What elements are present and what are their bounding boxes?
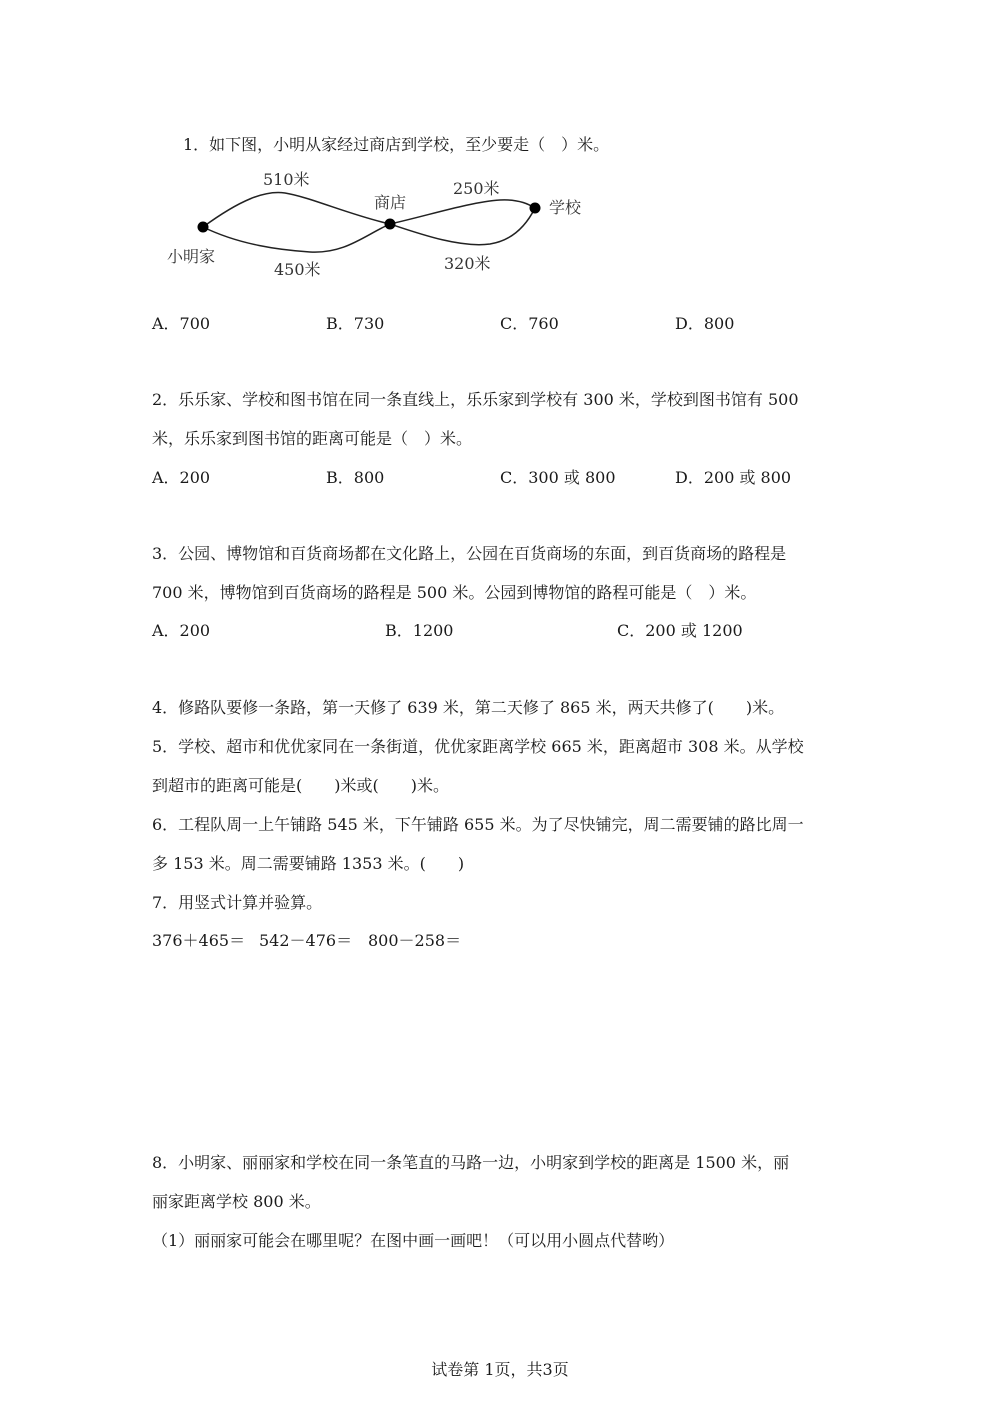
q1-option-d[interactable]: D．800 <box>675 314 735 333</box>
q7-expression-1: 376＋465＝ <box>152 931 246 950</box>
q1-option-a[interactable]: A．700 <box>152 314 211 333</box>
page-footer: 试卷第 1页，共3页 <box>431 1360 569 1379</box>
q2-option-c[interactable]: C．300 或 800 <box>500 468 616 487</box>
route-diagram <box>150 160 620 290</box>
school-dot <box>530 203 541 214</box>
distance-450: 450米 <box>274 260 321 279</box>
question-6-line-1: 6．工程队周一上午铺路 545 米，下午铺路 655 米。为了尽快铺完，周二需要铺的路比周一 <box>152 815 804 834</box>
q1-option-c[interactable]: C．760 <box>500 314 559 333</box>
q3-option-a[interactable]: A．200 <box>152 621 211 640</box>
label-home: 小明家 <box>167 247 216 266</box>
shop-dot <box>385 219 396 230</box>
question-5-line-1: 5．学校、超市和优优家同在一条街道，优优家距离学校 665 米，距离超市 308 米。从学校 <box>152 737 804 756</box>
question-3-line-2: 700 米，博物馆到百货商场的路程是 500 米。公园到博物馆的路程可能是（ ）米。 <box>152 583 757 602</box>
question-7-text: 7．用竖式计算并验算。 <box>152 893 323 912</box>
label-shop: 商店 <box>374 193 407 212</box>
route-shop-school-top <box>390 200 535 224</box>
question-8-line-1: 8．小明家、丽丽家和学校在同一条笔直的马路一边，小明家到学校的距离是 1500 米，丽 <box>152 1153 790 1172</box>
distance-320: 320米 <box>444 254 491 273</box>
distance-510: 510米 <box>263 170 310 189</box>
question-6-line-2: 多 153 米。周二需要铺路 1353 米。( ) <box>152 854 465 873</box>
q2-option-a[interactable]: A．200 <box>152 468 211 487</box>
label-school: 学校 <box>549 198 582 217</box>
question-3-line-1: 3．公园、博物馆和百货商场都在文化路上，公园在百货商场的东面，到百货商场的路程是 <box>152 544 787 563</box>
q1-option-b[interactable]: B．730 <box>326 314 385 333</box>
q7-expression-3: 800－258＝ <box>368 931 462 950</box>
question-5-line-2: 到超市的距离可能是( )米或( )米。 <box>152 776 449 795</box>
question-1-text: 1．如下图，小明从家经过商店到学校，至少要走（ ）米。 <box>183 135 610 154</box>
route-home-shop-bottom <box>203 224 390 252</box>
route-shop-school-bottom <box>390 208 535 245</box>
question-8-line-2: 丽家距离学校 800 米。 <box>152 1192 321 1211</box>
q3-option-c[interactable]: C．200 或 1200 <box>617 621 743 640</box>
distance-250: 250米 <box>453 179 500 198</box>
question-2-line-1: 2．乐乐家、学校和图书馆在同一条直线上，乐乐家到学校有 300 米，学校到图书馆有 500 <box>152 390 799 409</box>
question-2-line-2: 米，乐乐家到图书馆的距离可能是（ ）米。 <box>152 429 473 448</box>
q3-option-b[interactable]: B．1200 <box>385 621 454 640</box>
question-4-text: 4．修路队要修一条路，第一天修了 639 米，第二天修了 865 米，两天共修了( )米。 <box>152 698 785 717</box>
question-8-sub-1: （1）丽丽家可能会在哪里呢？在图中画一画吧！（可以用小圆点代替哟） <box>152 1231 675 1250</box>
q7-expression-2: 542－476＝ <box>259 931 353 950</box>
q2-option-d[interactable]: D．200 或 800 <box>675 468 792 487</box>
q2-option-b[interactable]: B．800 <box>326 468 385 487</box>
route-home-shop-top <box>203 192 390 227</box>
home-dot <box>198 222 209 233</box>
